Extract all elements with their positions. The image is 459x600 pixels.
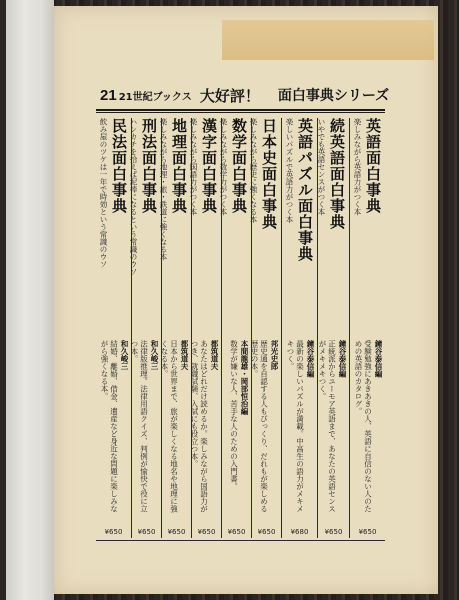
book-tagline: 楽しみながら地理・旅・鉄道に強くなる本 bbox=[159, 118, 168, 261]
book-price: ¥680 bbox=[290, 528, 309, 536]
book-details bbox=[162, 340, 191, 536]
book-entry bbox=[191, 118, 221, 538]
book-author: 和久峻三 bbox=[120, 340, 129, 370]
book-entry bbox=[131, 118, 161, 538]
book-description: あなたはどれだけ読めるか。楽しみながら国語力がつき、就職試験、入試にも役立つ本。 bbox=[190, 340, 209, 513]
book-details bbox=[252, 340, 281, 536]
book-title: 日本史面白事典 bbox=[260, 118, 278, 230]
book-tagline: ハンカチを拾えば泥棒になるという常識のウソ bbox=[129, 118, 138, 276]
bottom-rule bbox=[96, 540, 385, 541]
book-title: 漢字面白事典 bbox=[200, 118, 218, 214]
book-title: 英語パズル面白事典 bbox=[296, 118, 314, 262]
book-entry bbox=[281, 118, 317, 538]
book-description: 受験勉強にあきあきの人、英語に自信のない人のための英語のカタログ。 bbox=[354, 340, 373, 513]
book-tagline: 楽しみながら英語力がつく本 bbox=[353, 118, 362, 216]
book-entry bbox=[349, 118, 385, 538]
book-details bbox=[350, 340, 385, 536]
book-price: ¥650 bbox=[257, 528, 276, 536]
book-author: 和久峻三 bbox=[150, 340, 159, 370]
book-price: ¥650 bbox=[358, 528, 377, 536]
book-spine-inner bbox=[40, 0, 54, 600]
book-tagline: 楽しみながら国語力がつく本 bbox=[189, 118, 198, 216]
book-price: ¥650 bbox=[227, 528, 246, 536]
book-description: 数学が嫌いな人、苦手な人のための入門書。 bbox=[229, 340, 239, 490]
book-price: ¥650 bbox=[167, 528, 186, 536]
book-description: 最新の楽しいパズルが満載。中高生の語力がメキメキつく。 bbox=[286, 340, 305, 513]
series-logo-number: 21 bbox=[100, 86, 117, 104]
tape-strip bbox=[222, 20, 434, 60]
book-entry bbox=[221, 118, 251, 538]
book-author: 都筑道夫 bbox=[180, 340, 189, 370]
book-price: ¥650 bbox=[324, 528, 343, 536]
book-list bbox=[96, 118, 385, 538]
book-author: 都筑道夫 bbox=[210, 340, 219, 370]
book-author: 邦光史郎 bbox=[270, 340, 279, 370]
book-description: 結婚、離婚、借金、遺産など身近な問題に楽しみながら強くなる本。 bbox=[100, 340, 119, 513]
book-title: 刑法面白事典 bbox=[140, 118, 158, 214]
book-tagline: いやでも英語センスがつく本 bbox=[317, 118, 326, 216]
book-details bbox=[318, 340, 349, 536]
book-description: 正統派からユーモア英語まで、あなたの英語センスがメキメキつく。 bbox=[318, 340, 337, 513]
page-header bbox=[100, 84, 400, 106]
book-entry bbox=[251, 118, 281, 538]
book-details bbox=[96, 340, 131, 536]
book-author: 鐘谷泰信編 bbox=[306, 340, 315, 378]
series-logo-text: 21世紀ブックス bbox=[118, 91, 192, 103]
book-description: 日本から世界まで、旅が楽しくなる地名や地理に強くなる本。 bbox=[160, 340, 179, 513]
book-tagline: 楽しいパズルで英語力がつく本 bbox=[285, 118, 294, 223]
book-entry bbox=[317, 118, 349, 538]
book-entry bbox=[161, 118, 191, 538]
book-entry bbox=[96, 118, 131, 538]
book-title: 続英語面白事典 bbox=[328, 118, 346, 230]
book-author: 本間龍雄・岡部恒治編 bbox=[240, 340, 249, 415]
book-price: ¥650 bbox=[104, 528, 123, 536]
book-title: 英語面白事典 bbox=[364, 118, 382, 214]
book-details bbox=[192, 340, 221, 536]
book-title: 民法面白事典 bbox=[110, 118, 128, 214]
book-details bbox=[222, 340, 251, 536]
book-tagline: 飲み屋のツケは一年で時効という常識のウソ bbox=[99, 118, 108, 268]
header-rule bbox=[96, 109, 385, 111]
book-price: ¥650 bbox=[137, 528, 156, 536]
book-tagline: 楽しみながら歴史に強くなる本 bbox=[249, 118, 258, 223]
book-author: 鐘谷泰信編 bbox=[338, 340, 347, 378]
header-rule-thin bbox=[96, 112, 385, 113]
series-title: 面白事典シリーズ bbox=[277, 88, 390, 104]
book-description: 歴史通を自認する人もびっくり、だれもが楽しめる歴史の本。 bbox=[250, 340, 269, 513]
book-tagline: 楽しみながら数学力がつく本 bbox=[219, 118, 228, 216]
book-title: 数学面白事典 bbox=[230, 118, 248, 214]
book-title: 地理面白事典 bbox=[170, 118, 188, 214]
book-details bbox=[282, 340, 317, 536]
book-price: ¥650 bbox=[197, 528, 216, 536]
book-details bbox=[132, 340, 161, 536]
book-author: 鐘谷泰信編 bbox=[374, 340, 383, 378]
headline: 大好評！ bbox=[199, 86, 260, 105]
book-description: 法律版推理。法律用語クイズ、判例が愉快で役に立つ本。 bbox=[130, 340, 149, 513]
